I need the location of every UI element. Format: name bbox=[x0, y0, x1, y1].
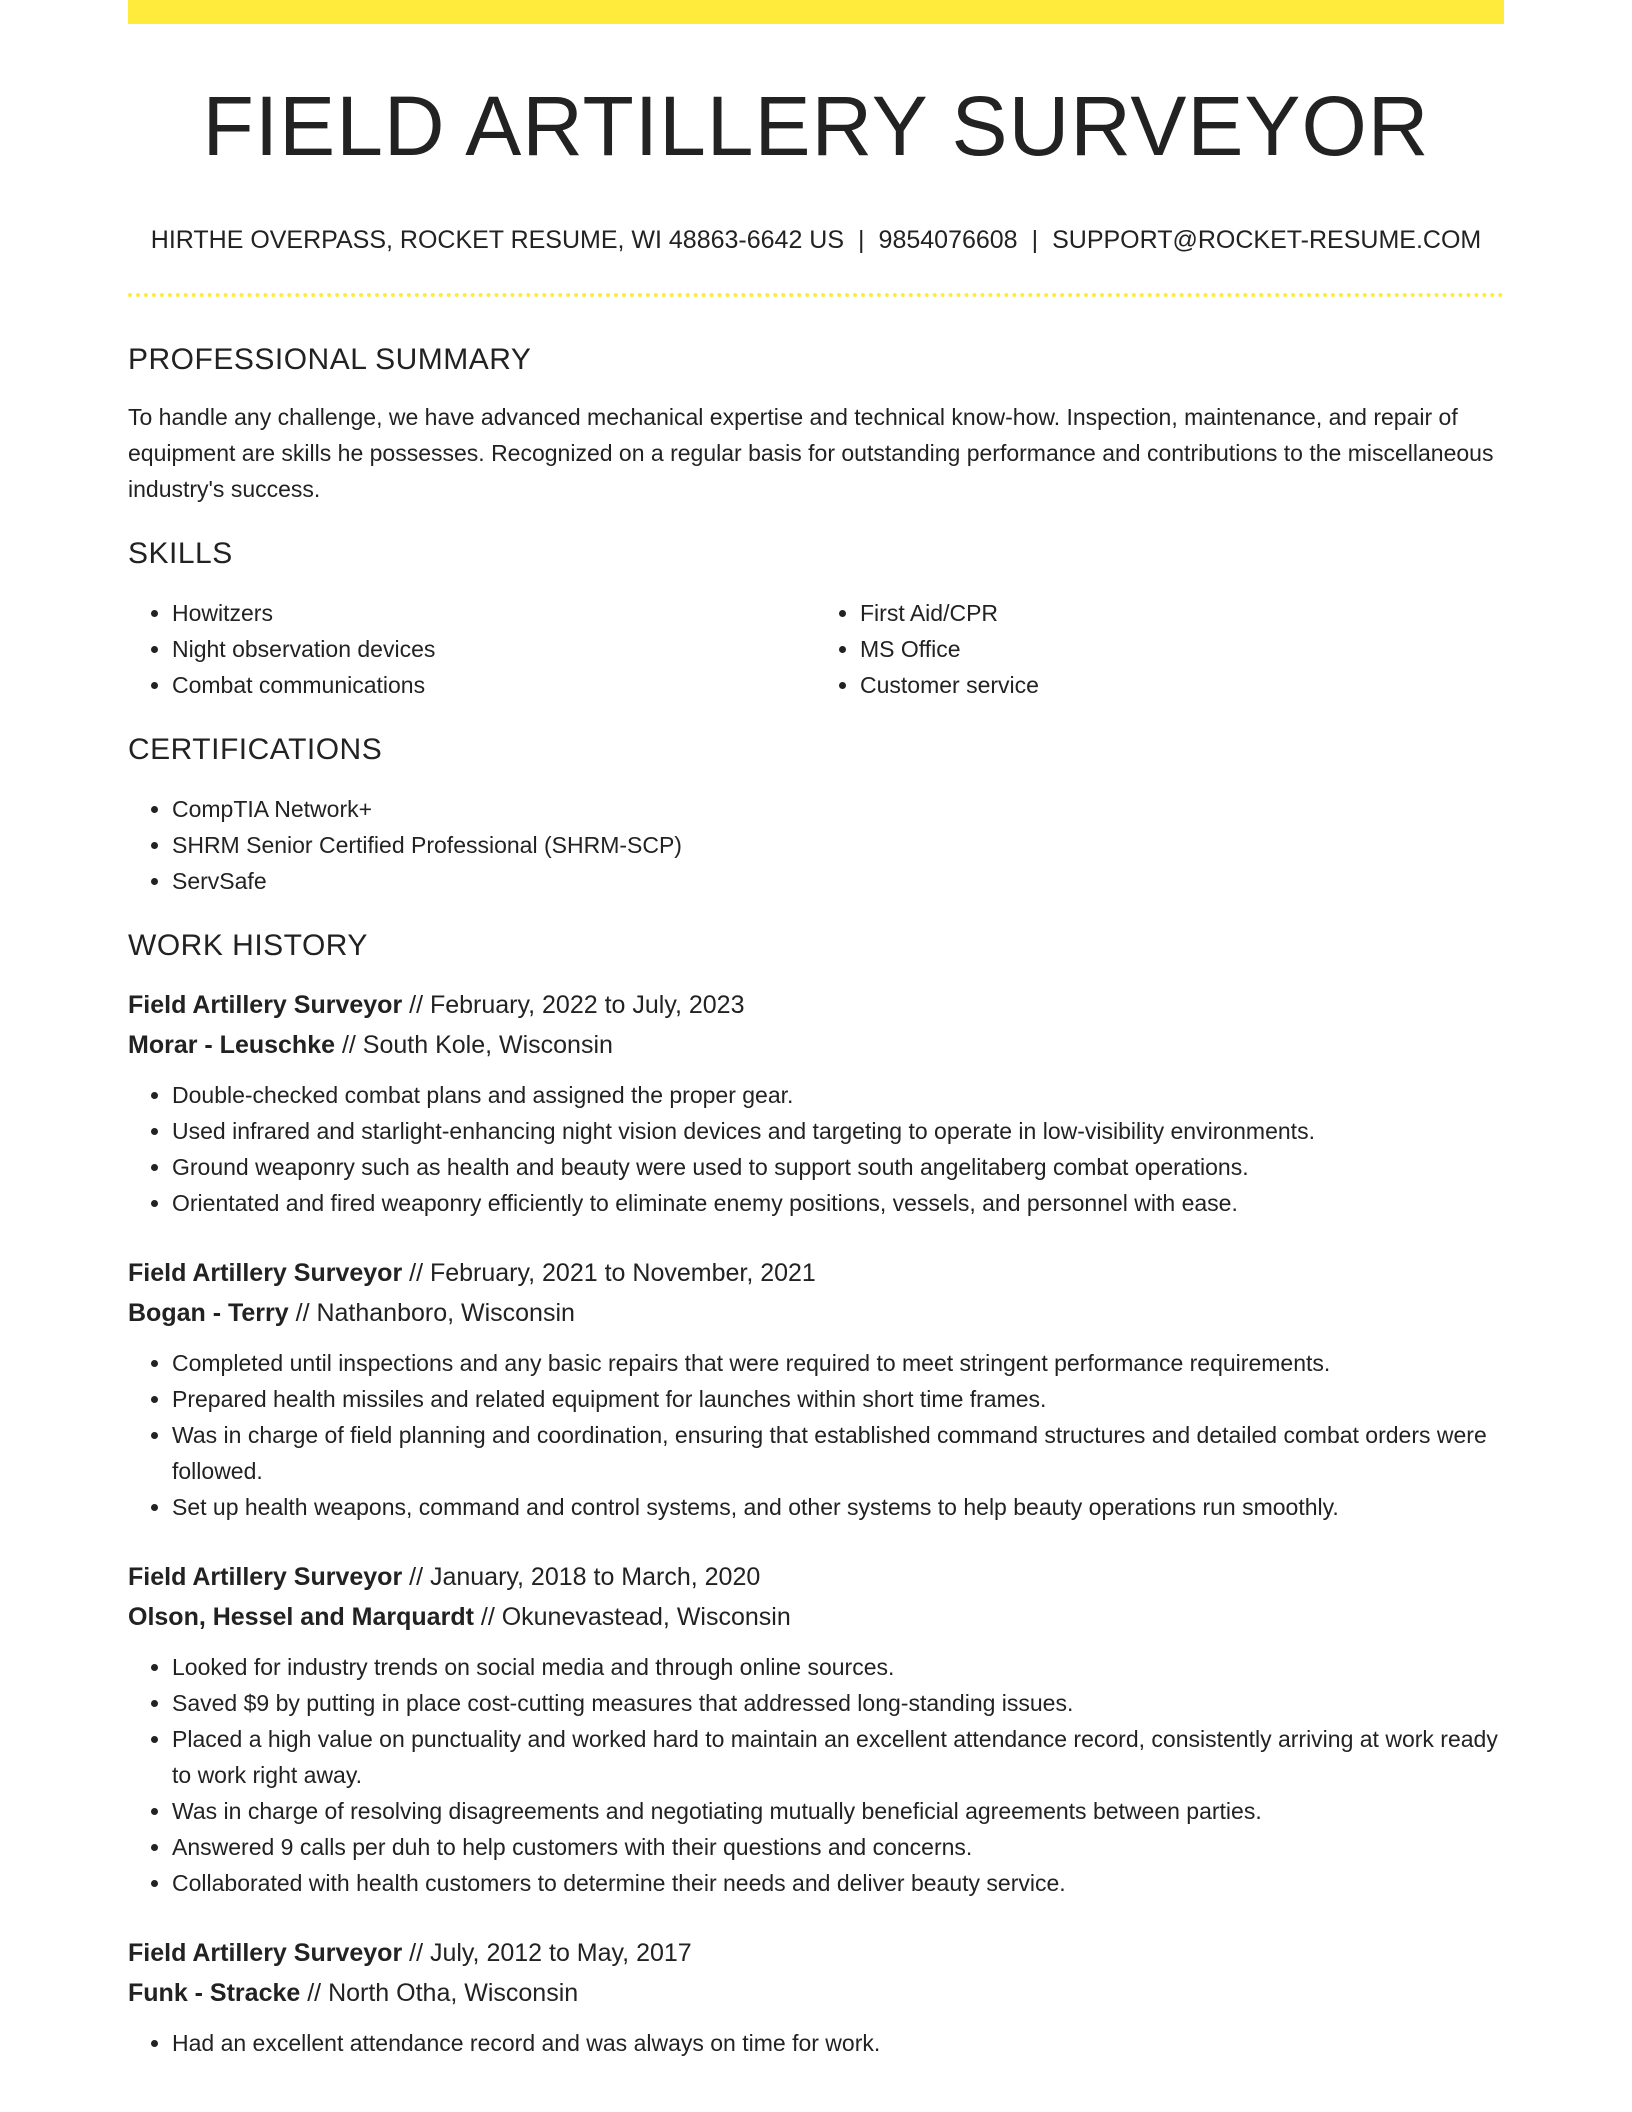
job-bullet: • Double-checked combat plans and assigned the proper gear. bbox=[172, 1077, 1504, 1113]
job-dates: // February, 2021 to November, 2021 bbox=[402, 1259, 816, 1287]
certifications-heading: CERTIFICATIONS bbox=[128, 733, 383, 766]
contact-separator: | bbox=[1031, 226, 1039, 254]
skills-list-left bbox=[128, 595, 816, 703]
job-bullet: • Collaborated with health customers to determine their needs and deliver beauty service. bbox=[172, 1865, 1504, 1901]
job-bullet: • Answered 9 calls per duh to help customers with their questions and concerns. bbox=[172, 1829, 1504, 1865]
job-title-line bbox=[128, 1253, 1504, 1293]
job-bullet: • Looked for industry trends on social media and through online sources. bbox=[172, 1649, 1504, 1685]
job-bullet: • Used infrared and starlight-enhancing night vision devices and targeting to operate in low-visibility environments. bbox=[172, 1113, 1504, 1149]
accent-top-bar bbox=[128, 0, 1504, 24]
job-role: Field Artillery Surveyor bbox=[128, 1563, 403, 1591]
job-bullet: • Completed until inspections and any basic repairs that were required to meet stringent performance requirements. bbox=[172, 1345, 1504, 1381]
job-company: Morar - Leuschke bbox=[128, 1031, 336, 1059]
contact-email: SUPPORT@ROCKET-RESUME.COM bbox=[1052, 226, 1482, 254]
job-bullets bbox=[128, 1649, 1504, 1901]
summary-text: To handle any challenge, we have advanced mechanical expertise and technical know-how. Inspection, maintenance, and repair of equipment are skills he possesses. Recognized on a regular basis for outstanding performance and contributions to the miscellaneous industry's success. bbox=[128, 404, 1494, 502]
resume-page bbox=[128, 0, 1504, 2061]
job-bullet: • Was in charge of field planning and coordination, ensuring that established command structures and detailed combat orders were followed. bbox=[172, 1417, 1504, 1489]
certification-item: • SHRM Senior Certified Professional (SHRM-SCP) bbox=[172, 827, 1504, 863]
skill-item: • Combat communications bbox=[172, 667, 816, 703]
skills-columns bbox=[128, 595, 1504, 703]
skills-heading: SKILLS bbox=[128, 537, 233, 570]
contact-separator: | bbox=[858, 226, 865, 254]
job-dates: // January, 2018 to March, 2020 bbox=[402, 1563, 761, 1591]
job-bullet: • Was in charge of resolving disagreements and negotiating mutually beneficial agreements between parties. bbox=[172, 1793, 1504, 1829]
skill-item: • Howitzers bbox=[172, 595, 816, 631]
work-history-heading: WORK HISTORY bbox=[128, 929, 368, 962]
job-bullet: • Prepared health missiles and related equipment for launches within short time frames. bbox=[172, 1381, 1504, 1417]
job-dates: // July, 2012 to May, 2017 bbox=[402, 1939, 692, 1967]
job-company-line bbox=[128, 1973, 1504, 2013]
dotted-divider bbox=[128, 293, 1504, 297]
job-location: // North Otha, Wisconsin bbox=[300, 1979, 579, 2007]
job-company: Funk - Stracke bbox=[128, 1979, 301, 2007]
job-location: // Nathanboro, Wisconsin bbox=[288, 1299, 575, 1327]
certification-item: • CompTIA Network+ bbox=[172, 791, 1504, 827]
skill-item: • First Aid/CPR bbox=[860, 595, 1504, 631]
job-bullets bbox=[128, 1077, 1504, 1221]
job-company: Bogan - Terry bbox=[128, 1299, 289, 1327]
resume-name: FIELD ARTILLERY SURVEYOR bbox=[202, 79, 1430, 173]
job-bullet: • Set up health weapons, command and control systems, and other systems to help beauty operations run smoothly. bbox=[172, 1489, 1504, 1525]
job-title-line bbox=[128, 1557, 1504, 1597]
job-dates: // February, 2022 to July, 2023 bbox=[402, 991, 745, 1019]
summary-heading: PROFESSIONAL SUMMARY bbox=[128, 343, 532, 376]
skills-list-right bbox=[816, 595, 1504, 703]
job-company-line bbox=[128, 1293, 1504, 1333]
job-role: Field Artillery Surveyor bbox=[128, 1259, 403, 1287]
job-title-line bbox=[128, 1933, 1504, 1973]
contact-phone: 9854076608 bbox=[878, 226, 1018, 254]
job-role: Field Artillery Surveyor bbox=[128, 1939, 403, 1967]
contact-line bbox=[128, 226, 1504, 255]
job-bullet: • Had an excellent attendance record and was always on time for work. bbox=[172, 2025, 1504, 2061]
skill-item: • MS Office bbox=[860, 631, 1504, 667]
job-bullet: • Ground weaponry such as health and beauty were used to support south angelitaberg combat operations. bbox=[172, 1149, 1504, 1185]
job-bullet: • Orientated and fired weaponry efficiently to eliminate enemy positions, vessels, and personnel with ease. bbox=[172, 1185, 1504, 1221]
job-location: // South Kole, Wisconsin bbox=[335, 1031, 613, 1059]
skill-item: • Night observation devices bbox=[172, 631, 816, 667]
job-title-line bbox=[128, 985, 1504, 1025]
certification-item: • ServSafe bbox=[172, 863, 1504, 899]
certifications-list bbox=[128, 791, 1504, 899]
job-company-line bbox=[128, 1025, 1504, 1065]
contact-address: HIRTHE OVERPASS, ROCKET RESUME, WI 48863-6642 US bbox=[150, 226, 845, 254]
job-company: Olson, Hessel and Marquardt bbox=[128, 1603, 474, 1631]
job-bullets bbox=[128, 1345, 1504, 1525]
job-bullet: • Placed a high value on punctuality and worked hard to maintain an excellent attendance record, consistently arriving at work ready to work right away. bbox=[172, 1721, 1504, 1793]
job-bullet: • Saved $9 by putting in place cost-cutting measures that addressed long-standing issues. bbox=[172, 1685, 1504, 1721]
job-bullets bbox=[128, 2025, 1504, 2061]
job-company-line bbox=[128, 1597, 1504, 1637]
job-location: // Okunevastead, Wisconsin bbox=[473, 1603, 791, 1631]
skill-item: • Customer service bbox=[860, 667, 1504, 703]
job-role: Field Artillery Surveyor bbox=[128, 991, 403, 1019]
